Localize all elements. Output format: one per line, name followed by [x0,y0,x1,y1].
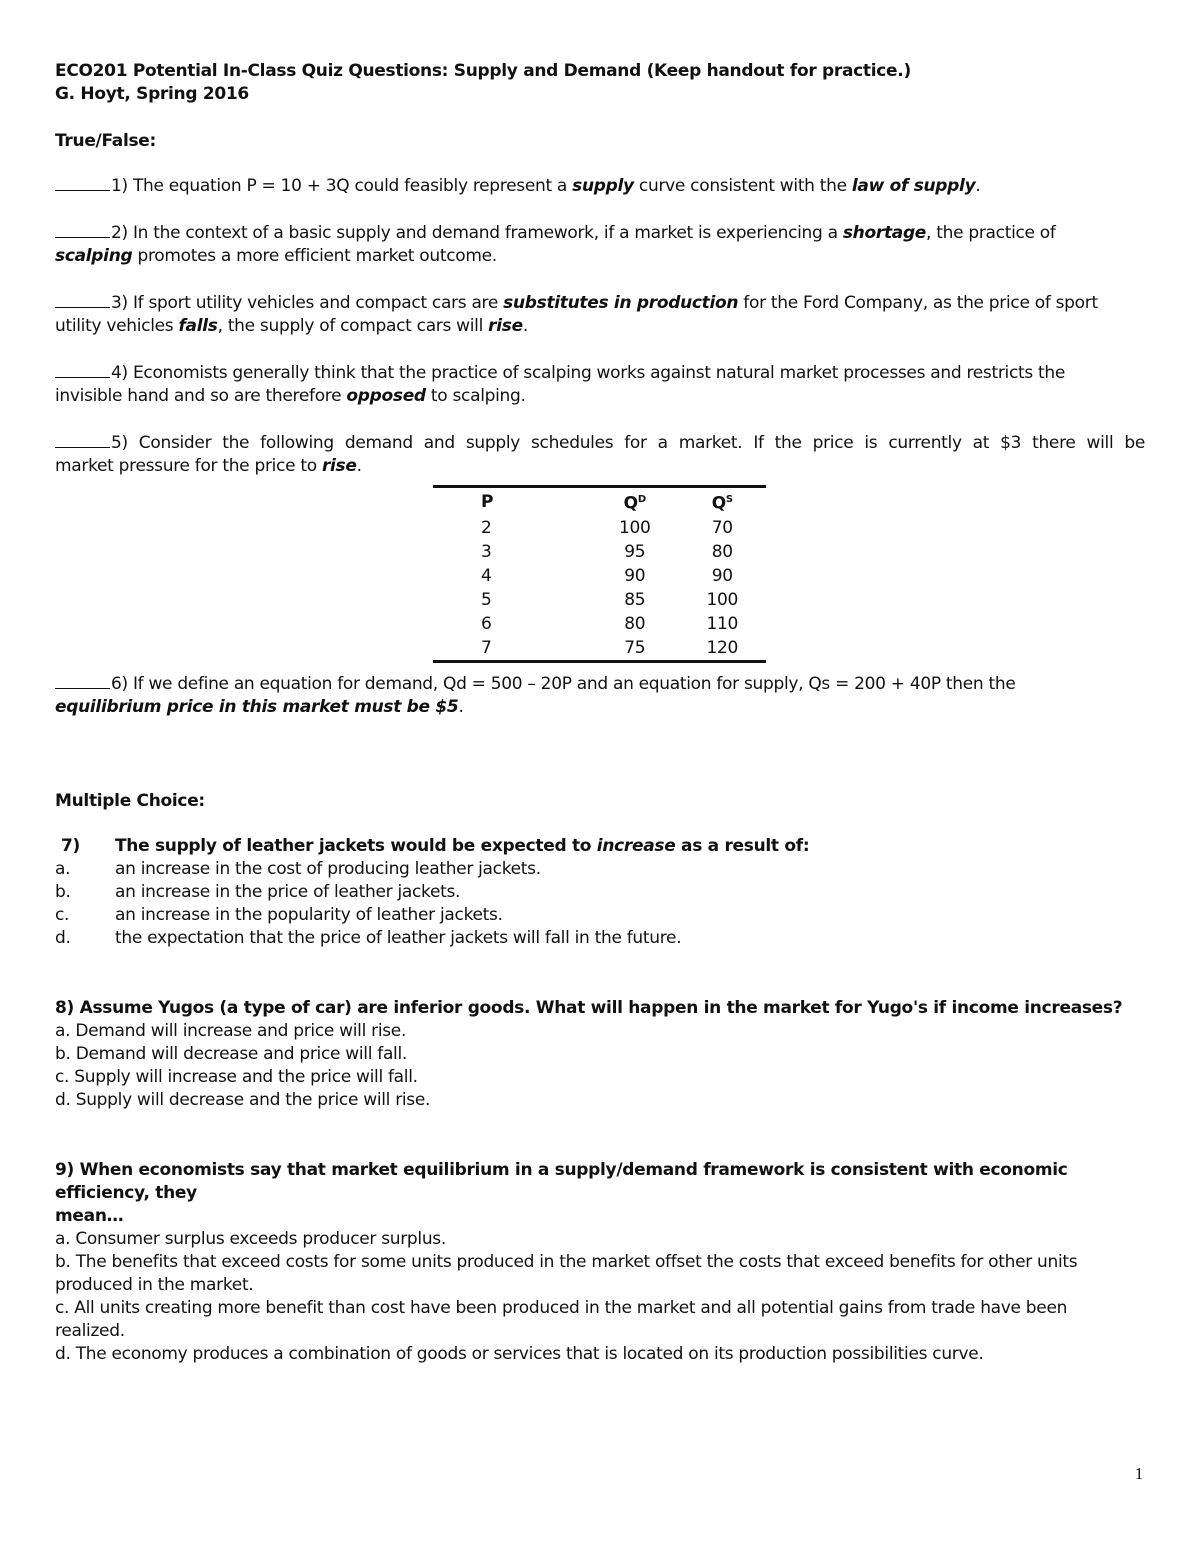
mc-option[interactable]: d. Supply will decrease and the price will rise. [55,1090,431,1110]
answer-blank-4[interactable] [55,363,110,378]
table-row: 7 75 120 [481,637,739,658]
tf-question-5: 5) Consider the following demand and supply schedules for a market. If the price is currently at $3 there will be market pressure for the price to rise. [55,433,1145,476]
tf-question-1: 1) The equation P = 10 + 3Q could feasibly represent a supply curve consistent with the law of supply. [55,175,1145,198]
tf-question-4: 4) Economists generally think that the practice of scalping works against natural market processes and restricts the invisible hand and so are therefore opposed to scalping. [55,363,1066,406]
mc-option[interactable]: a. Demand will increase and price will rise. [55,1021,407,1041]
tf-question-2: 2) In the context of a basic supply and demand framework, if a market is experiencing a shortage, the practice of scalping promotes a more efficient market outcome. [55,223,1056,266]
document-title: ECO201 Potential In-Class Quiz Questions: Supply and Demand (Keep handout for practice.) [55,61,911,81]
table-row: 6 80 110 [481,613,739,634]
table-row: 3 95 80 [481,541,733,562]
answer-blank-6[interactable] [55,674,110,689]
mc-option[interactable]: a. an increase in the cost of producing leather jackets. [55,859,541,879]
mc-option[interactable]: c. Supply will increase and the price will fall. [55,1067,418,1087]
mc-option[interactable]: b. an increase in the price of leather jackets. [55,882,461,902]
mc-question-7: 7) The supply of leather jackets would be expected to increase as a result of: a. an increase in the cost of producing leather jackets. b. an increase in the price of leather jackets. c. an increase in the popularity of leather jackets. d. the expectation that the price of leather jackets will fall in the future. [55,835,1145,950]
mc-question-8: 8) Assume Yugos (a type of car) are inferior goods. What will happen in the market for Yugo's if income increases? a. Demand will increase and price will rise. b. Demand will decrease and price will fall. c. Supply will increase and the price will fall. d. Supply will decrease and the price will rise. [55,997,1145,1112]
mc-option[interactable]: c. All units creating more benefit than cost have been produced in the market and all potential gains from trade have been realized. [55,1298,1068,1341]
table-row: 2 100 70 [481,517,733,538]
page-number: 1 [1134,1464,1143,1483]
mc-option[interactable]: c. an increase in the popularity of leather jackets. [55,905,503,925]
answer-blank-3[interactable] [55,293,110,308]
mc-option[interactable]: a. Consumer surplus exceeds producer surplus. [55,1229,446,1249]
table-row: 4 90 90 [481,565,733,586]
tf-heading: True/False: [55,131,157,151]
table-row: 5 85 100 [481,589,739,610]
schedule-table [433,485,766,663]
mc-option[interactable]: d. the expectation that the price of leather jackets will fall in the future. [55,928,682,948]
answer-blank-2[interactable] [55,223,110,238]
mc-option[interactable]: b. The benefits that exceed costs for some units produced in the market offset the costs that exceed benefits for other units produced in the market. [55,1252,1078,1295]
tf-question-3: 3) If sport utility vehicles and compact cars are substitutes in production for the Ford Company, as the price of sport utility vehicles falls, the supply of compact cars will rise. [55,293,1098,336]
document-page [55,60,1145,1366]
header-price: P [481,491,494,512]
header-qs: $Q^S$ [711,493,733,514]
document-author: G. Hoyt, Spring 2016 [55,84,249,104]
mc-question-9: 9) When economists say that market equilibrium in a supply/demand framework is consistent with economic efficiency, they mean… a. Consumer surplus exceeds producer surplus. b. The benefits that exceed costs for some units produced in the market offset the costs that exceed benefits for other units produced in the market. c. All units creating more benefit than cost have been produced in the market and all potential gains from trade have been realized. d. The economy produces a combination of goods or services that is located on its production possibilities curve. [55,1159,1145,1366]
schedule-header-row [433,487,766,516]
mc-option[interactable]: b. Demand will decrease and price will fall. [55,1044,408,1064]
answer-blank-1[interactable] [55,176,110,191]
header-qd: $Q^D$ [623,493,646,514]
mc-option[interactable]: d. The economy produces a combination of goods or services that is located on its production possibilities curve. [55,1344,984,1364]
answer-blank-5[interactable] [55,433,110,448]
tf-question-6: 6) If we define an equation for demand, Qd = 500 – 20P and an equation for supply, Qs = 200 + 40P then the equilibrium price in this market must be $5. [55,674,1016,717]
mc-heading: Multiple Choice: [55,791,205,811]
